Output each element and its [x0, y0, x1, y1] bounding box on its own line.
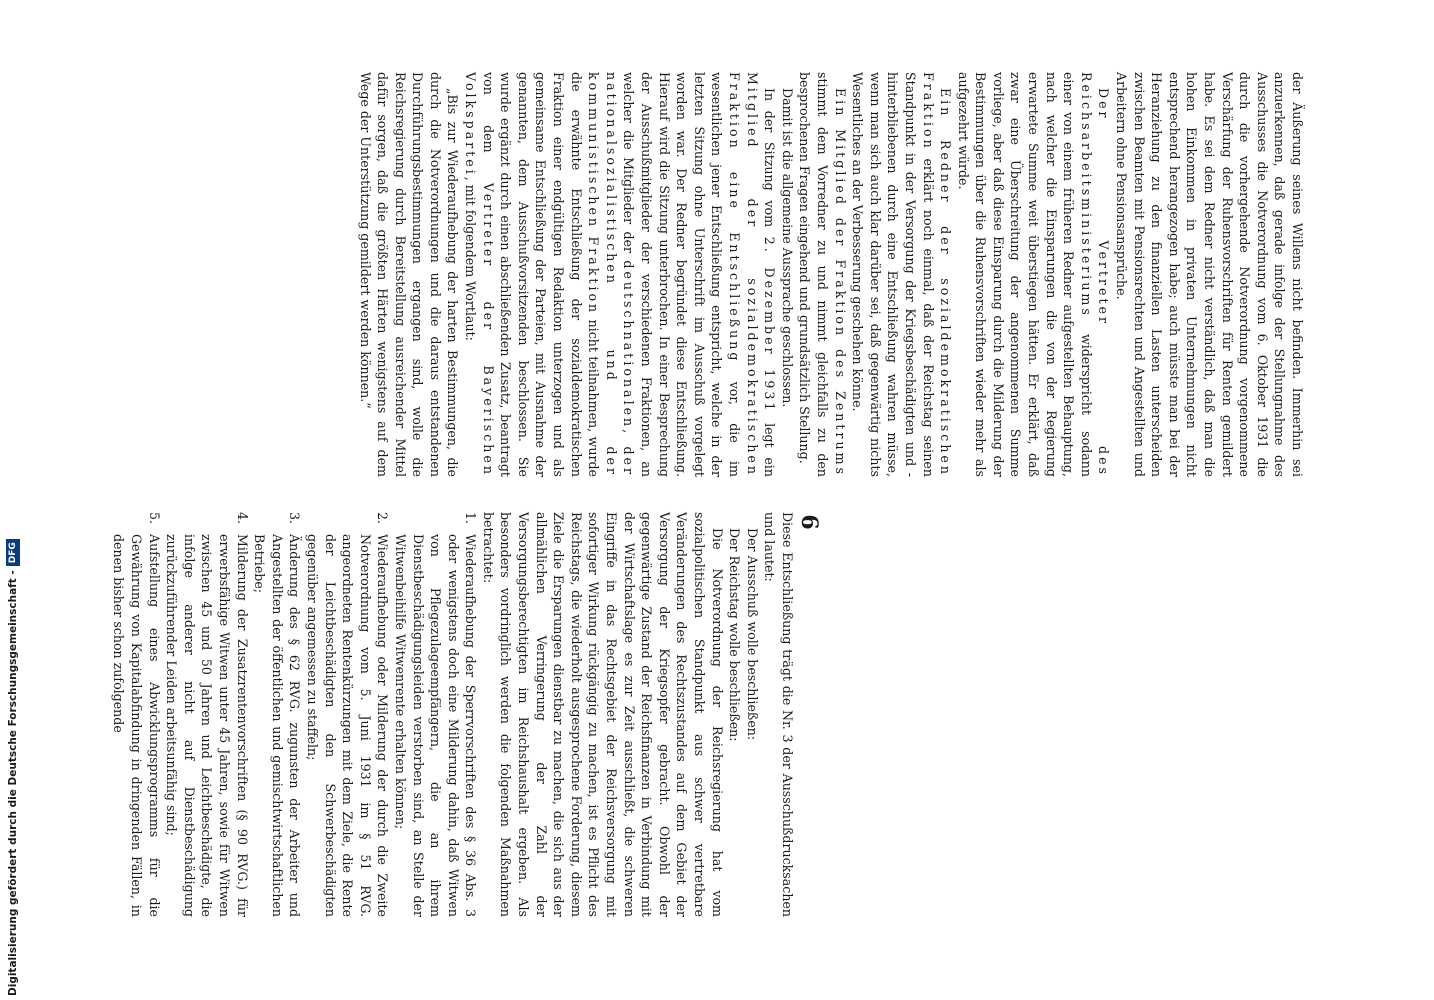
footer-text-line — [4, 542, 22, 996]
left-column — [356, 72, 1306, 477]
dfg-logo: DFG — [6, 539, 20, 566]
list-number: 3. — [287, 512, 303, 525]
spaced-text: 2. Dezember 1931 — [762, 236, 778, 414]
paragraph: Diese Entschließung trägt die Nr. 3 der Ausschußdrucksachen und lautet: — [762, 512, 795, 917]
list-item — [391, 512, 479, 917]
paragraph — [462, 72, 779, 477]
digitization-footer — [4, 542, 22, 996]
paragraph-text: In der Sitzung vom — [762, 88, 778, 228]
paragraph-text: erklärt noch einmal, daß der Reichstag seinen Standpunkt in der Versorgung der Kriegsbeschädigten und -hinterbliebenen durch eine Entschließung wahren müsse, wenn man sich auch klar darüber sei, daß gegenwärtig nichts Wesentliches an der Verbesserung geschehen könne. — [850, 72, 936, 477]
list-item — [110, 512, 163, 917]
paragraph-text: legt ein — [762, 423, 778, 477]
page-content — [0, 72, 1316, 952]
paragraph-text: widerspricht sodann einer von einem früheren Redner aufgestellten Behauptung, nach welcher die Einsparungen die von der Regierung erwartete Summe weit überstiegen hätten. Er erklärt, daß zwar eine Überschreitung der angenommenen Summe vorliege, aber daß diese Einsparung durch die Milderung der Bestimmungen über die Ruhensvorschriften wieder mehr als aufgezehrt würde. — [955, 72, 1094, 477]
quote-paragraph: „Bis zur Wiederaufhebung der harten Bestimmungen, die durch die Notverordnungen und die daraus entstandenen Durchführungsbestimmungen ergangen sind, wolle die Reichsregierung durch Bereitstellung ausreichender Mittel dafür sorgen, daß die größten Härten wenigstens auf dem Wege der Unterstützung gemildert werden können.“ — [357, 72, 461, 477]
paragraph: Damit ist die allgemeine Aussprache geschlossen. — [779, 88, 795, 408]
list-item — [251, 512, 304, 917]
spaced-text: deutschnationalen, der nationalsozialistischen und der kommunistischen Fraktion — [586, 72, 637, 478]
list-text: Änderung des § 62 RVG. zugunsten der Arbeiter und Angestellten der öffentlichen und gemischtwirtschaftlichen Betriebe; — [252, 534, 303, 917]
list-item — [163, 512, 251, 917]
list-number: 5. — [146, 512, 162, 525]
paragraph-text: vor, die im wesentlichen jener Entschließung entspricht, welche in der letzten Sitzung ohne Unterschrift im Ausschuß vorgelegt worden war. Der Redner begründet diese Entschließung. Hierauf wird die Sitzung unterbrochen. In einer Besprechung der Ausschußmitglieder der verschiedenen Fraktionen, an welcher die Mitglieder der — [621, 72, 742, 477]
list-text: Aufstellung eines Abwicklungsprogramms für die Gewährung von Kapitalabfindung in dringenden Fällen, in denen bisher schon zufolgende — [111, 534, 162, 917]
resolution-heading: Der Ausschuß wolle beschließen: — [744, 528, 760, 741]
paragraph — [954, 72, 1112, 477]
list-item — [303, 512, 391, 917]
list-text: Wiederaufhebung der Sperrvorschriften des § 36 Abs. 3 oder wenigstens doch eine Milderung dahin, daß Witwen von Pflegezulageempfängern, die an ihrem Dienstbeschädigungsleiden verstorben sind, an Stelle der Witwenbeihilfe Witwenrente erhalten können; — [392, 534, 479, 917]
spaced-text: Mitglied der sozialdemokratischen Fraktion eine Entschließung — [727, 72, 760, 477]
paragraph: der Äußerung seines Willens nicht befinden. Immerhin sei anzuerkennen, daß gerade infolge der Stellungnahme des Ausschusses die Notverordnung vom 6. Oktober 1931 die durch die vorhergehende Notverordnung vorgenommene Verschärfung der Ruhensvorschriften für Renten gemildert habe. Es sei dem Redner nicht verständlich, daß man die hohen Einkommen in privaten Unternehmungen nicht entsprechend herangezogen habe; auch müsste man bei der Heranziehung zu den finanziellen Lasten unterscheiden zwischen Beamten mit Pensionsrechten und Angestellten und Arbeitern ohne Pensionsansprüche. — [1114, 72, 1305, 477]
right-column — [36, 512, 796, 917]
spaced-text: Der Vertreter des Reichsarbeitsministeriums — [1078, 72, 1112, 477]
list-number: 1. — [463, 512, 479, 525]
measures-list — [110, 512, 479, 917]
list-number: 2. — [375, 512, 391, 525]
list-text: Milderung der Zusatzrentenvorschriften (§ 90 RVG.) für erwerbsfähige Witwen unter 45 Jahren, sowie für Witwen zwischen 45 und 50 Jahren und Leichtbeschädigte, die infolge anderer nicht auf Dienstbeschädigung zurückzuführender Leiden arbeitsunfähig sind; — [164, 534, 250, 917]
paragraph-text: nicht teilnahmen, wurde die erwähnte Entschließung der sozialdemokratischen Fraktion einer endgültigen Redaktion unterzogen und als gemeinsame Entschließung der Parteien, mit Ausnahme der genannten, dem Ausschußvorsitzenden beschlossen. Sie wurde ergänzt durch einen abschließenden Zusatz, beantragt von dem — [480, 72, 602, 477]
paragraph-text: stimmt dem Vorredner zu und nimmt gleichfalls zu den besprochenen Fragen eingehend und grundsätzlich Stellung. — [797, 72, 830, 477]
spaced-text: Vertreter der Bayerischen Volkspartei — [463, 72, 496, 477]
paragraph — [796, 72, 849, 477]
spaced-text: Ein Mitglied der Fraktion des Zentrums — [832, 88, 848, 477]
spaced-text: Ein Redner der sozialdemokratischen Fraktion — [920, 72, 954, 477]
footer-text: Digitalisierung gefördert durch die Deutsche Forschungsgemeinschaft - — [7, 570, 19, 996]
paragraph: Die Notverordnung der Reichsregierung hat vom sozialpolitischen Standpunkt aus schwer vertretbare Veränderungen des Rechtszustandes auf dem Gebiet der Versorgung der Kriegsopfer gebracht. Obwohl der gegenwärtige Zustand der Reichsfinanzen in Verbindung mit der Wirtschaftslage es zur Zeit ausschließt, die schweren Eingriffe in das Rechtsgebiet der Reichsversorgung mit sofortiger Wirkung rückgängig zu machen, ist es Pflicht des Reichstags, die wiederholt ausgesprochene Forderung, diesem Ziele die Ersparungen dienstbar zu machen, die sich aus der allmählichen Verringerung der Zahl der Versorgungsberechtigten im Reichshaushalt ergeben. Als besonders vordringlich werden die folgenden Maßnahmen betrachtet: — [480, 512, 725, 917]
paragraph — [849, 72, 955, 477]
paragraph-text: , mit folgendem Wortlaut: — [463, 176, 479, 341]
resolution-heading: Der Reichstag wolle beschließen: — [727, 528, 743, 742]
page-number: 6 — [796, 514, 822, 530]
list-number: 4. — [234, 512, 250, 525]
list-text: Wiederaufhebung oder Milderung der durch die Zweite Notverordnung vom 5. Juni 1931 im § 51 RVG. angeordneten Rentenkürzungen mit dem Ziele, die Rente der Leichtbeschädigten den Schwerbeschädigten gegenüber angemessen zu staffeln; — [304, 534, 391, 917]
